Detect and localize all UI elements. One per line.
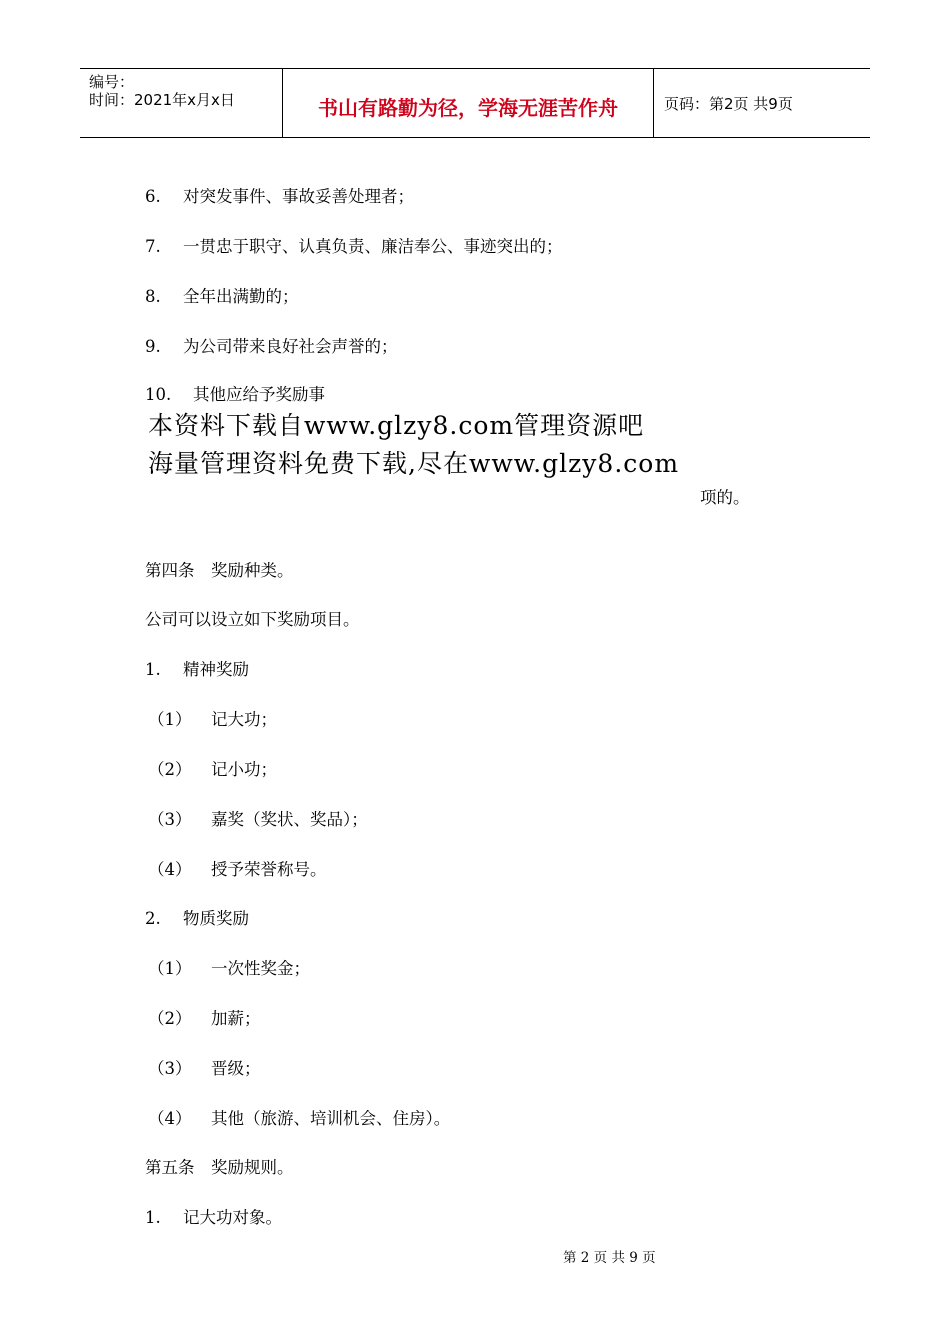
sub-item-text: 其他（旅游、培训机会、住房）。 xyxy=(211,1109,451,1128)
list-item xyxy=(145,384,325,406)
page-info: 页码：第2页 共9页 xyxy=(664,95,793,113)
sub-item xyxy=(148,1108,450,1130)
list-item xyxy=(145,1207,282,1229)
sub-item-number: （1） xyxy=(148,959,192,978)
item-text: 其他应给予奖励事 xyxy=(193,385,325,404)
header-left-cell xyxy=(80,69,283,137)
sub-item xyxy=(148,958,310,980)
list-item xyxy=(145,659,249,681)
article-title: 第四条 奖励种类。 xyxy=(145,561,294,580)
item-number: 1. xyxy=(145,660,161,679)
item-text: 为公司带来良好社会声誉的； xyxy=(183,337,398,356)
sub-item-number: （2） xyxy=(148,1009,192,1028)
item-number: 7. xyxy=(145,237,161,256)
sub-item-number: （2） xyxy=(148,760,192,779)
item-text: 一贯忠于职守、认真负责、廉洁奉公、事迹突出的； xyxy=(183,237,563,256)
sub-item-number: （1） xyxy=(148,710,192,729)
code-label: 编号： xyxy=(89,73,135,91)
sub-item xyxy=(148,1008,261,1030)
item-number: 6. xyxy=(145,187,161,206)
paragraph: 公司可以设立如下奖励项目。 xyxy=(145,610,360,629)
item-number: 8. xyxy=(145,287,161,306)
header-right-cell xyxy=(654,69,870,137)
ad-line: 海量管理资料免费下载,尽在www.glzy8.com xyxy=(148,449,680,478)
date-label: 时间：2021年x月x日 xyxy=(89,91,235,109)
sub-item xyxy=(148,859,327,881)
sub-item xyxy=(148,759,277,781)
item-text: 记大功对象。 xyxy=(183,1208,282,1227)
item-text: 对突发事件、事故妥善处理者； xyxy=(183,187,414,206)
list-item xyxy=(145,336,398,358)
sub-item-text: 授予荣誉称号。 xyxy=(211,860,327,879)
list-item xyxy=(145,186,414,208)
sub-item-text: 晋级； xyxy=(211,1059,261,1078)
item-number: 10. xyxy=(145,385,172,404)
sub-item-text: 记大功； xyxy=(211,710,277,729)
page-header xyxy=(80,68,870,138)
item-text: 物质奖励 xyxy=(183,909,249,928)
sub-item xyxy=(148,709,277,731)
sub-item-number: （4） xyxy=(148,1109,192,1128)
sub-item-text: 记小功； xyxy=(211,760,277,779)
sub-item-number: （3） xyxy=(148,810,192,829)
page-footer: 第 2 页 共 9 页 xyxy=(563,1250,656,1266)
motto: 书山有路勤为径，学海无涯苦作舟 xyxy=(318,96,618,120)
item-text: 精神奖励 xyxy=(183,660,249,679)
item-number: 1. xyxy=(145,1208,161,1227)
item-number: 9. xyxy=(145,337,161,356)
item-number: 2. xyxy=(145,909,161,928)
sub-item-text: 一次性奖金； xyxy=(211,959,310,978)
list-item xyxy=(145,236,563,258)
sub-item-number: （4） xyxy=(148,860,192,879)
item-text-continuation: 项的。 xyxy=(700,488,750,507)
item-text: 全年出满勤的； xyxy=(183,287,299,306)
ad-line: 本资料下载自www.glzy8.com管理资源吧 xyxy=(148,411,645,440)
sub-item-text: 加薪； xyxy=(211,1009,261,1028)
sub-item-text: 嘉奖（奖状、奖品）； xyxy=(211,810,368,829)
sub-item xyxy=(148,1058,261,1080)
sub-item-number: （3） xyxy=(148,1059,192,1078)
list-item xyxy=(145,908,249,930)
article-title: 第五条 奖励规则。 xyxy=(145,1158,294,1177)
list-item xyxy=(145,286,299,308)
header-middle-cell xyxy=(283,69,654,137)
sub-item xyxy=(148,809,368,831)
